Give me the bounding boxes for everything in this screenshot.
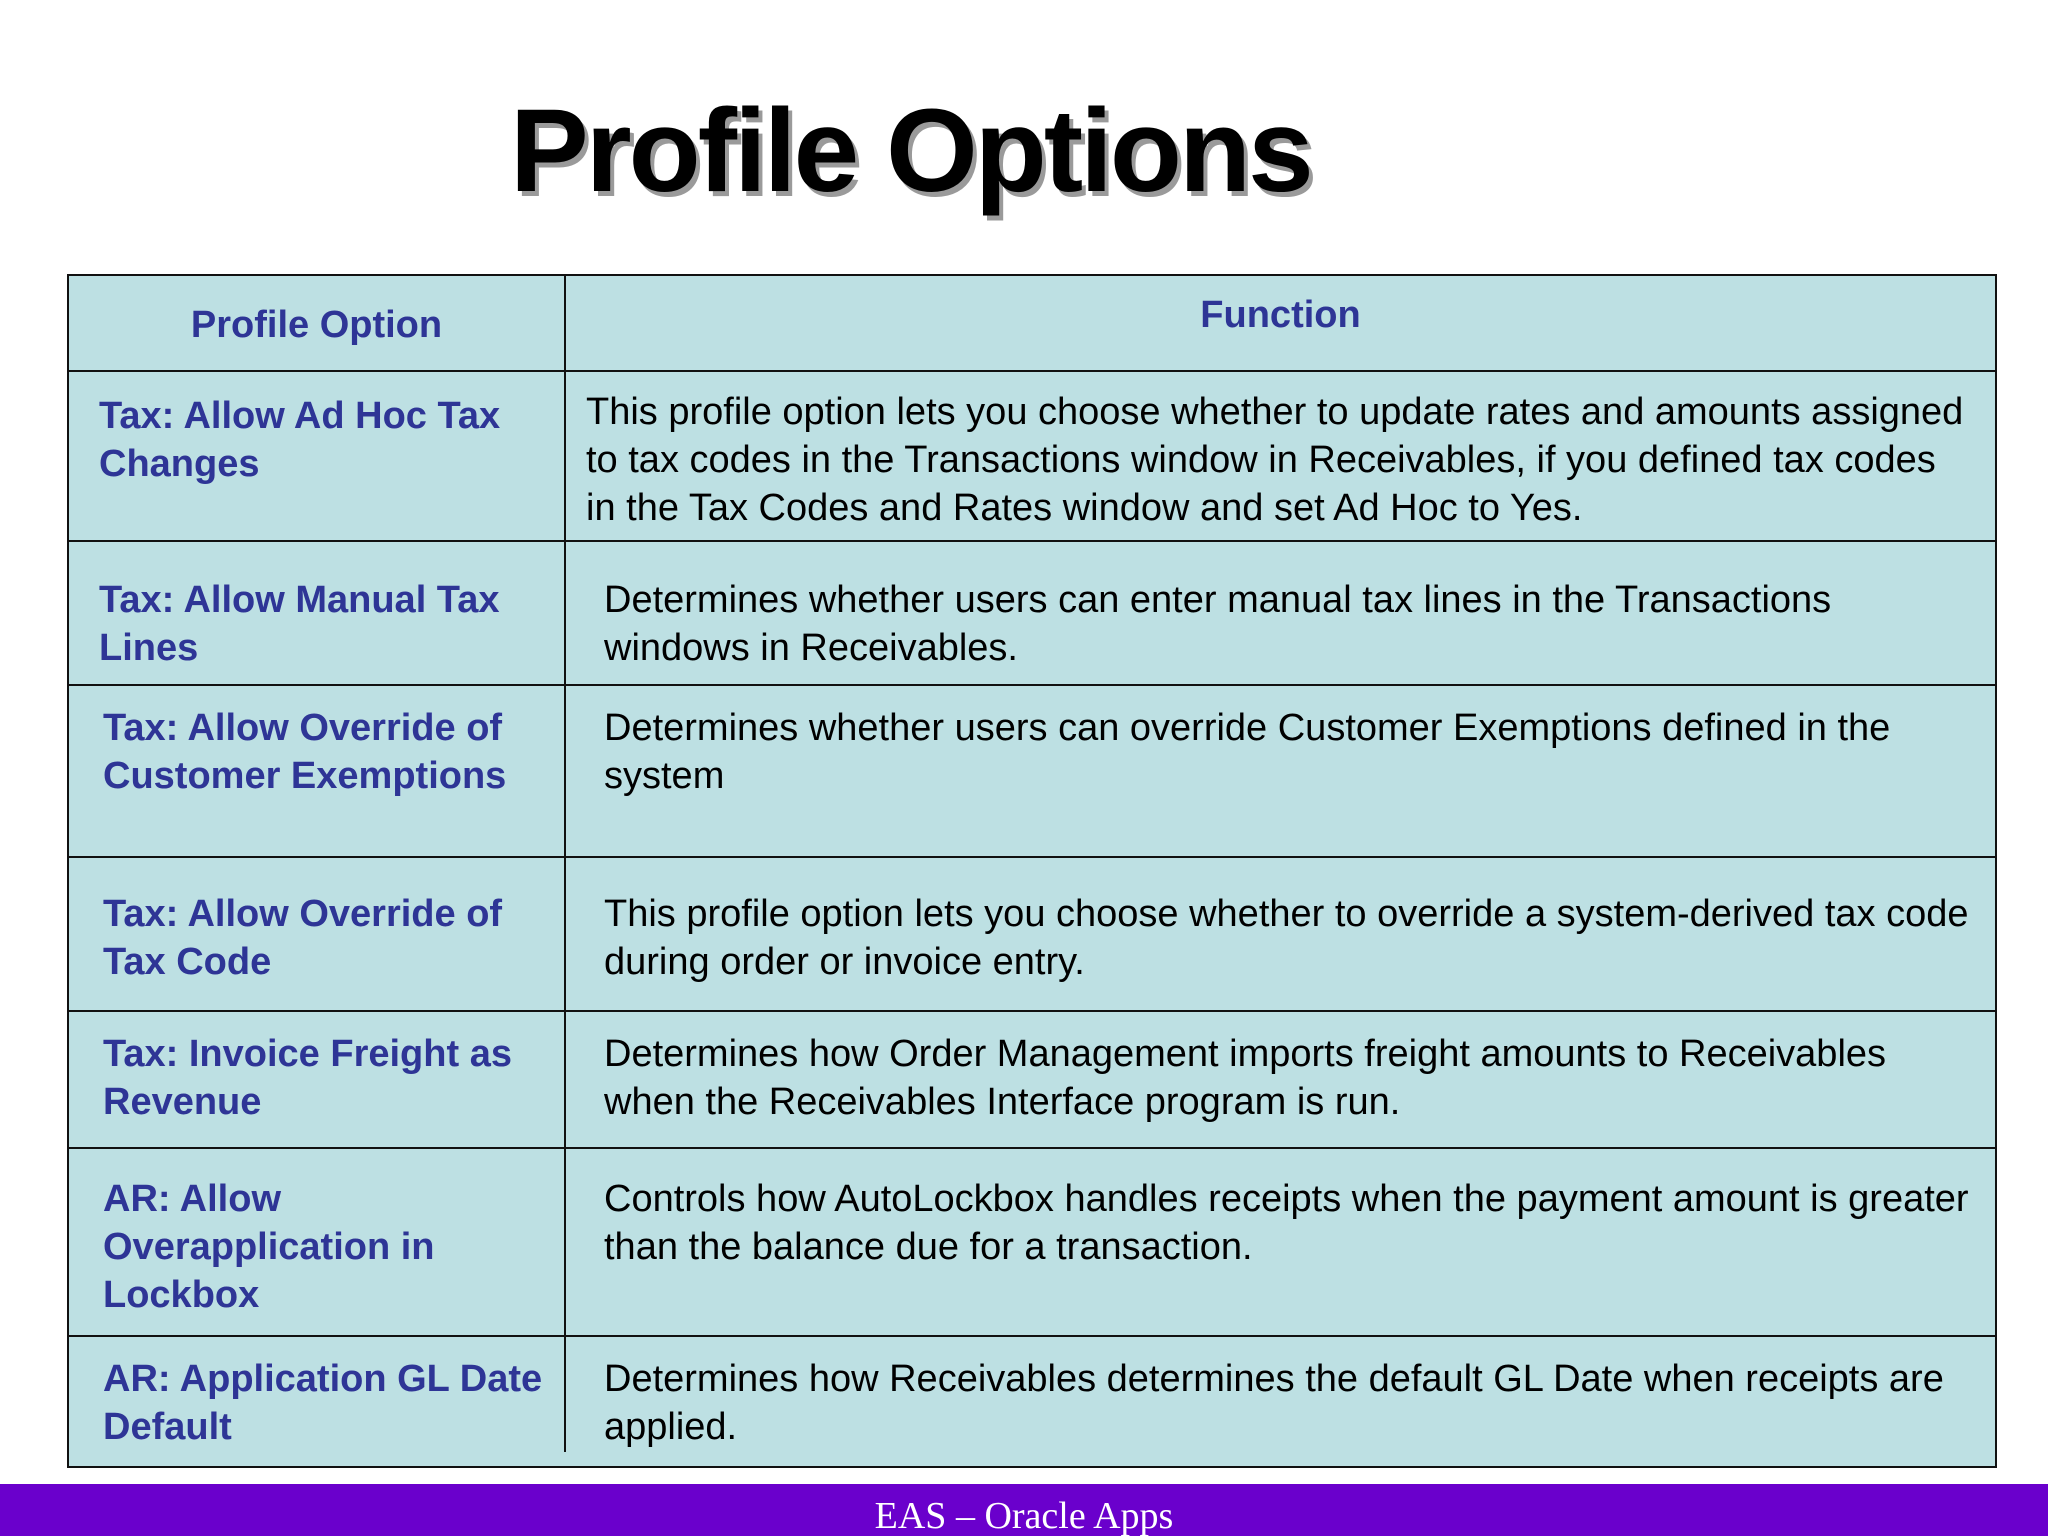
slide-title: Profile Options — [510, 85, 1311, 217]
header-function: Function — [1200, 294, 1361, 336]
profile-option-function: Determines how Receivables determines the default GL Date when receipts are applied. — [604, 1358, 1944, 1448]
profile-option-function: Controls how AutoLockbox handles receipts when the payment amount is greater than the balance due for a transaction. — [604, 1178, 1969, 1268]
profile-option-name: Tax: Allow Override of Tax Code — [103, 893, 503, 983]
profile-option-name: Tax: Invoice Freight as Revenue — [103, 1033, 512, 1123]
header-profile-option: Profile Option — [190, 304, 443, 346]
profile-option-function: Determines how Order Management imports freight amounts to Receivables when the Receivables Interface program is run. — [604, 1033, 1887, 1123]
column-divider — [564, 276, 566, 1452]
table-row — [69, 1149, 1995, 1337]
profile-option-name: Tax: Allow Manual Tax Lines — [99, 579, 500, 669]
table-row — [69, 686, 1995, 858]
profile-option-name: AR: Application GL Date Default — [103, 1358, 543, 1448]
table-header-row — [69, 276, 1995, 372]
table-row — [69, 1337, 1995, 1466]
profile-option-function: This profile option lets you choose whether to override a system-derived tax code during order or invoice entry. — [604, 893, 1969, 983]
footer-band — [0, 1484, 2048, 1536]
profile-option-name: Tax: Allow Ad Hoc Tax Changes — [99, 395, 501, 485]
table-row — [69, 372, 1995, 542]
profile-option-name: AR: Allow Overapplication in Lockbox — [103, 1178, 435, 1316]
profile-option-name: Tax: Allow Override of Customer Exemptions — [103, 707, 507, 797]
table-row — [69, 1012, 1995, 1149]
profile-option-function: Determines whether users can enter manual tax lines in the Transactions windows in Receivables. — [604, 579, 1832, 669]
table-row — [69, 542, 1995, 686]
table-row — [69, 858, 1995, 1012]
profile-option-function: This profile option lets you choose whether to update rates and amounts assigned to tax codes in the Transactions window in Receivables, if you defined tax codes in the Tax Codes and Rates window and set Ad Hoc to Yes. — [586, 391, 1964, 529]
profile-options-table — [67, 274, 1997, 1468]
profile-option-function: Determines whether users can override Customer Exemptions defined in the system — [604, 707, 1891, 797]
footer-label: EAS – Oracle Apps — [874, 1495, 1174, 1537]
